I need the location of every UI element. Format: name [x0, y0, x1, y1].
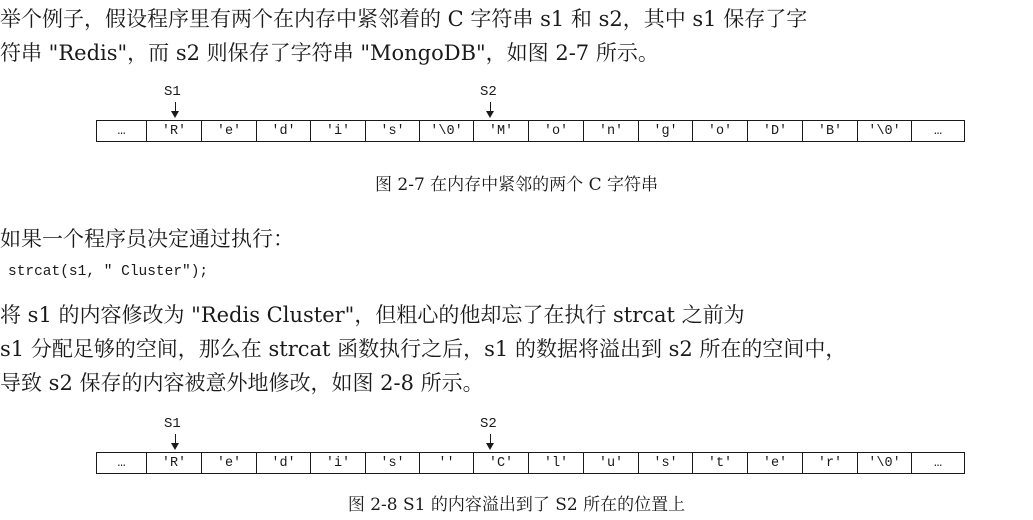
- pointer-label-s1: S1: [164, 416, 181, 432]
- memory-cells: [96, 120, 965, 142]
- memory-cell: 'e': [202, 453, 257, 473]
- memory-cell: 'd': [257, 453, 311, 473]
- memory-cell: '': [420, 453, 474, 473]
- figure-caption: 图 2-7 在内存中紧邻的两个 C 字符串: [375, 175, 658, 195]
- memory-cell: …: [933, 123, 943, 139]
- memory-cell: 'n': [584, 121, 639, 141]
- pointer-arrow-s1: [175, 102, 176, 116]
- memory-cell: 'l': [529, 453, 584, 473]
- memory-cell: 's': [366, 453, 420, 473]
- memory-cell: '\0': [420, 121, 474, 141]
- memory-cell: 'M': [474, 121, 529, 141]
- memory-cell: 'd': [257, 121, 311, 141]
- pointer-label-s2: S2: [480, 416, 497, 432]
- memory-cell: '\0': [858, 121, 912, 141]
- memory-cells: [96, 452, 965, 474]
- memory-cell: 'R': [147, 121, 202, 141]
- pointer-label-s2: S2: [480, 84, 497, 100]
- memory-cell: 'i': [311, 453, 366, 473]
- memory-cell: 'i': [311, 121, 366, 141]
- memory-cell: 'C': [474, 453, 529, 473]
- code-line: strcat(s1, " Cluster");: [8, 264, 209, 280]
- paragraph-line: 导致 s2 保存的内容被意外地修改，如图 2-8 所示。: [0, 371, 484, 395]
- figure-2-8: [0, 412, 1033, 492]
- pointer-label-s1: S1: [164, 84, 181, 100]
- memory-cell: 'B': [803, 121, 858, 141]
- figure-2-7: [0, 80, 1033, 160]
- memory-cell: 't': [693, 453, 748, 473]
- pointer-arrow-s2: [490, 434, 491, 448]
- memory-cell: 'e': [202, 121, 257, 141]
- memory-cell: 'o': [693, 121, 748, 141]
- memory-cell: …: [933, 455, 943, 471]
- memory-cell: 'o': [529, 121, 584, 141]
- paragraph-line: s1 分配足够的空间，那么在 strcat 函数执行之后，s1 的数据将溢出到 s2 所在的空间中，: [0, 337, 847, 361]
- memory-cell: …: [97, 453, 147, 473]
- memory-cell: 'u': [584, 453, 639, 473]
- pointer-arrow-s1: [175, 434, 176, 448]
- memory-cell: 'g': [639, 121, 693, 141]
- pointer-arrow-s2: [490, 102, 491, 116]
- memory-cell: '\0': [858, 453, 912, 473]
- memory-cell: 's': [366, 121, 420, 141]
- figure-caption: 图 2-8 S1 的内容溢出到了 S2 所在的位置上: [347, 495, 686, 515]
- paragraph-line: 符串 "Redis"，而 s2 则保存了字符串 "MongoDB"，如图 2-7 所示。: [0, 41, 659, 65]
- memory-cell: 'e': [748, 453, 803, 473]
- paragraph-line: 如果一个程序员决定通过执行：: [0, 227, 294, 251]
- memory-cell: 'r': [803, 453, 858, 473]
- memory-cell: 'D': [748, 121, 803, 141]
- memory-cell: 'R': [147, 453, 202, 473]
- paragraph-line: 举个例子，假设程序里有两个在内存中紧邻着的 C 字符串 s1 和 s2，其中 s1 保存了字: [0, 7, 808, 31]
- memory-cell: …: [97, 121, 147, 141]
- paragraph-line: 将 s1 的内容修改为 "Redis Cluster"，但粗心的他却忘了在执行 strcat 之前为: [0, 303, 745, 327]
- memory-cell: 's': [639, 453, 693, 473]
